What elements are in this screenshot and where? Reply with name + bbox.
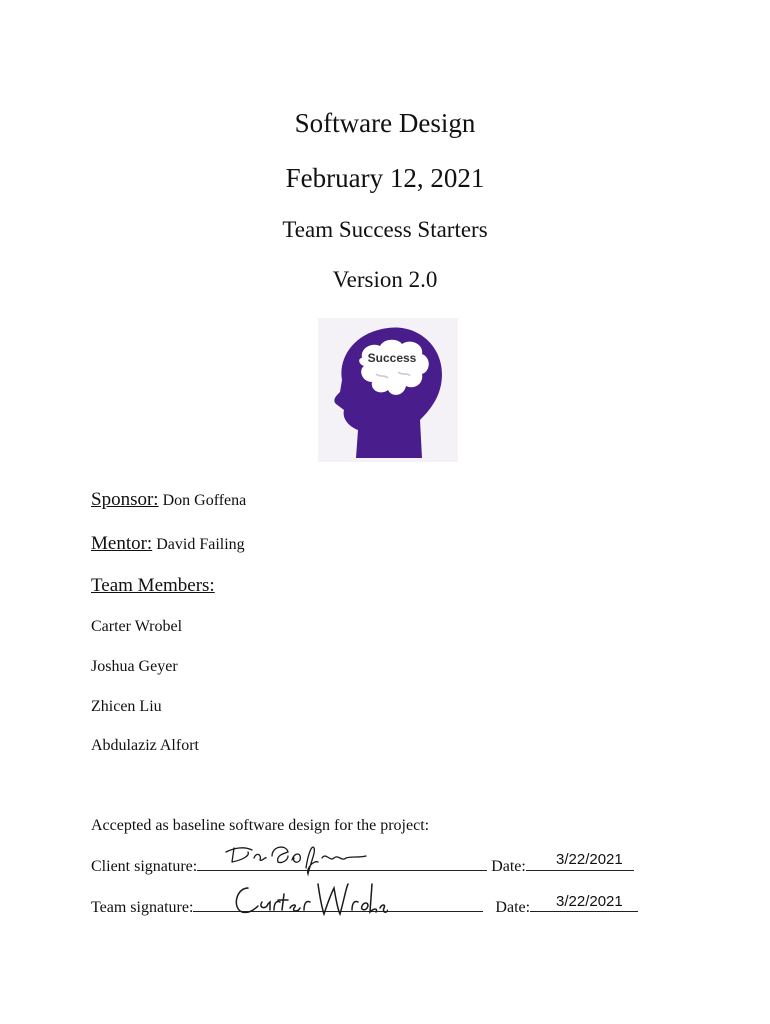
team-member: Carter Wrobel	[91, 618, 183, 635]
document-version: Version 2.0	[332, 267, 438, 292]
mentor-name: David Failing	[156, 536, 245, 553]
sponsor-name: Don Goffena	[162, 492, 247, 509]
sponsor-line	[91, 489, 246, 511]
team-member: Joshua Geyer	[91, 658, 178, 675]
team-date-label: Date:	[495, 899, 531, 916]
client-date-label: Date:	[491, 858, 526, 875]
client-signature-label: Client signature:	[91, 858, 198, 875]
mentor-line	[91, 533, 245, 555]
team-signature-image	[228, 878, 388, 920]
client-date-value: 3/22/2021	[556, 851, 623, 868]
document-date: February 12, 2021	[285, 163, 485, 193]
team-member: Abdulaziz Alfort	[91, 737, 199, 754]
acceptance-statement: Accepted as baseline software design for the project:	[91, 817, 430, 834]
team-signature-label: Team signature:	[91, 899, 194, 916]
success-head-icon	[318, 318, 458, 462]
sponsor-label: Sponsor:	[91, 489, 159, 510]
team-name: Team Success Starters	[282, 217, 488, 242]
mentor-label: Mentor:	[91, 533, 153, 554]
logo-word: Success	[367, 351, 417, 365]
team-member: Zhicen Liu	[91, 698, 162, 715]
client-signature-image	[222, 838, 372, 878]
team-members-heading: Team Members:	[91, 575, 215, 596]
team-date-value: 3/22/2021	[556, 893, 623, 910]
document-title: Software Design	[294, 108, 476, 138]
